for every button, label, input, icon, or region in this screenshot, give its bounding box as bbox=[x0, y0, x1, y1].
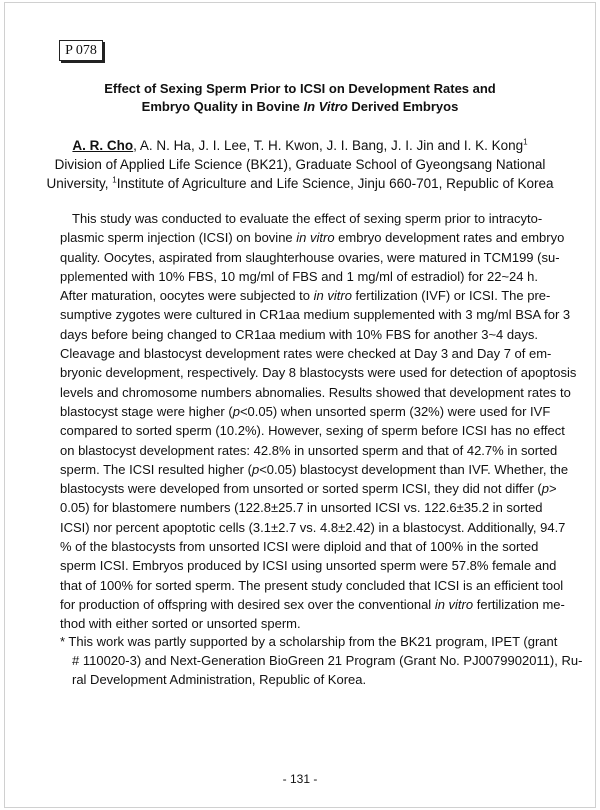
abstract-line bbox=[60, 498, 543, 517]
abstract-text: <0.05) blastocyst development than IVF. Whether, the bbox=[259, 461, 569, 477]
abstract-line bbox=[60, 209, 543, 228]
abstract-text: This study was conducted to evaluate the effect of sexing sperm prior to intracyto- bbox=[72, 211, 543, 226]
abstract-text: for production of offspring with desired sex over the conventional bbox=[60, 596, 435, 612]
abstract-line bbox=[60, 344, 552, 363]
footnote-line: ral Development Administration, Republic of Korea. bbox=[72, 672, 367, 687]
abstract-text: 0.05) for blastomere numbers (122.8±25.7 in unsorted ICSI vs. 122.6±35.2 in sorted bbox=[60, 500, 543, 516]
italic-term: in vitro bbox=[313, 288, 352, 304]
italic-term: p bbox=[232, 403, 240, 419]
abstract-text: sperm ICSI. Embryos produced by ICSI using unsorted sperm were 57.8% female and bbox=[60, 558, 557, 574]
abstract-text: ICSI) nor percent apoptotic cells (3.1±2.7 vs. 4.8±2.42) in a blastocyst. Additionally, 94.7 bbox=[60, 519, 566, 535]
abstract-line bbox=[60, 363, 577, 382]
abstract-line bbox=[60, 595, 565, 614]
abstract-text: blastocyst stage were higher ( bbox=[60, 403, 233, 419]
footnote-line: * This work was partly supported by a scholarship from the BK21 program, IPET (grant bbox=[60, 634, 558, 649]
abstract-text: bryonic development, respectively. Day 8 blastocysts were used for detection of apoptosis bbox=[60, 365, 577, 381]
affiliation-2b: Institute of Agriculture and Life Science, Jinju 660-701, Republic of Korea bbox=[116, 176, 554, 191]
abstract-text: compared to sorted sperm (10.2%). However, sexing of sperm before ICSI has no effect bbox=[60, 423, 565, 439]
abstract-text: quality. Oocytes, aspirated from slaughterhouse ovaries, were matured in TCM199 (su- bbox=[60, 249, 560, 265]
funding-footnote bbox=[60, 632, 583, 689]
author-block bbox=[40, 136, 560, 193]
coauthors: , A. N. Ha, J. I. Lee, T. H. Kwon, J. I. Bang, J. I. Jin and I. K. Kong bbox=[133, 138, 524, 153]
italic-term: p bbox=[541, 481, 549, 497]
abstract-text: Cleavage and blastocyst development rates were checked at Day 3 and Day 7 of em- bbox=[60, 346, 552, 362]
abstract-body bbox=[60, 209, 577, 634]
abstract-line bbox=[60, 518, 566, 537]
abstract-text: sumptive zygotes were cultured in CR1aa medium supplemented with 3 mg/ml BSA for 3 bbox=[60, 307, 571, 323]
abstract-line bbox=[60, 402, 551, 421]
abstract-line bbox=[60, 460, 569, 479]
affiliation-line-2 bbox=[40, 174, 560, 193]
italic-term: in vitro bbox=[434, 596, 474, 612]
affiliation-2a: University, bbox=[46, 176, 113, 191]
abstract-line bbox=[60, 383, 571, 402]
abstract-line bbox=[60, 537, 538, 556]
abstract-text: <0.05) when unsorted sperm (32%) were used for IVF bbox=[239, 403, 551, 419]
abstract-text: > bbox=[548, 481, 557, 497]
abstract-text: % of the blastocysts from unsorted ICSI were diploid and that of 100% in the sorted bbox=[60, 539, 539, 555]
abstract-line bbox=[60, 421, 565, 440]
footnote-line: # 110020-3) and Next-Generation BioGreen 21 Program (Grant No. PJ0079902011), Ru- bbox=[72, 653, 583, 668]
italic-term: in vitro bbox=[296, 230, 335, 246]
abstract-text: that of 100% for sorted sperm. The present study concluded that ICSI is an efficient tool bbox=[60, 577, 564, 593]
presenting-author: A. R. Cho bbox=[72, 138, 134, 153]
abstract-line bbox=[60, 248, 560, 267]
abstract-text: blastocysts were developed from unsorted or sorted sperm ICSI, they did not differ ( bbox=[60, 481, 542, 497]
title-text-end: Derived Embryos bbox=[347, 99, 459, 114]
abstract-text: days before being changed to CR1aa medium with 10% FBS for another 3~4 days. bbox=[60, 326, 538, 342]
abstract-line bbox=[60, 576, 564, 595]
coauthor-sup: 1 bbox=[523, 137, 528, 147]
abstract-text: on blastocyst development rates: 42.8% in unsorted sperm and that of 42.7% in sorted bbox=[60, 442, 558, 458]
abstract-text: levels and chromosome numbers abnomalies. Results showed that development rates to bbox=[60, 384, 571, 400]
abstract-line bbox=[60, 614, 538, 633]
paper-title bbox=[40, 80, 560, 116]
abstract-line bbox=[60, 556, 557, 575]
abstract-line bbox=[60, 286, 551, 305]
abstract-text: fertilization me- bbox=[473, 596, 565, 612]
abstract-line bbox=[60, 267, 538, 286]
abstract-text: plasmic sperm injection (ICSI) on bovine bbox=[60, 230, 297, 246]
abstract-text: pplemented with 10% FBS, 10 mg/ml of FBS and 1 mg/ml of estradiol) for 22~24 h. bbox=[60, 268, 538, 284]
abstract-text: After maturation, oocytes were subjected to bbox=[60, 288, 314, 304]
title-line-1: Effect of Sexing Sperm Prior to ICSI on Development Rates and bbox=[104, 81, 496, 96]
abstract-text: fertilization (IVF) or ICSI. The pre- bbox=[351, 288, 551, 304]
title-text: Embryo Quality in Bovine bbox=[141, 99, 304, 114]
title-italic: In Vitro bbox=[303, 99, 348, 114]
italic-term: p bbox=[251, 461, 260, 477]
page-number: - 131 - bbox=[282, 772, 318, 786]
abstract-text: sperm. The ICSI resulted higher ( bbox=[60, 461, 252, 477]
abstract-code-box: P 078 bbox=[59, 40, 103, 61]
abstract-line bbox=[60, 325, 538, 344]
author-line bbox=[40, 136, 560, 155]
abstract-text: embryo development rates and embryo bbox=[334, 230, 565, 246]
title-line-2 bbox=[40, 98, 560, 116]
abstract-line bbox=[60, 441, 558, 460]
abstract-text: thod with either sorted or unsorted sperm. bbox=[60, 616, 301, 632]
abstract-line bbox=[60, 305, 571, 324]
abstract-line bbox=[60, 479, 557, 498]
affiliation-sup: 1 bbox=[112, 175, 117, 185]
affiliation-line-1: Division of Applied Life Science (BK21), Graduate School of Gyeongsang National bbox=[54, 157, 546, 172]
abstract-line bbox=[60, 228, 565, 247]
